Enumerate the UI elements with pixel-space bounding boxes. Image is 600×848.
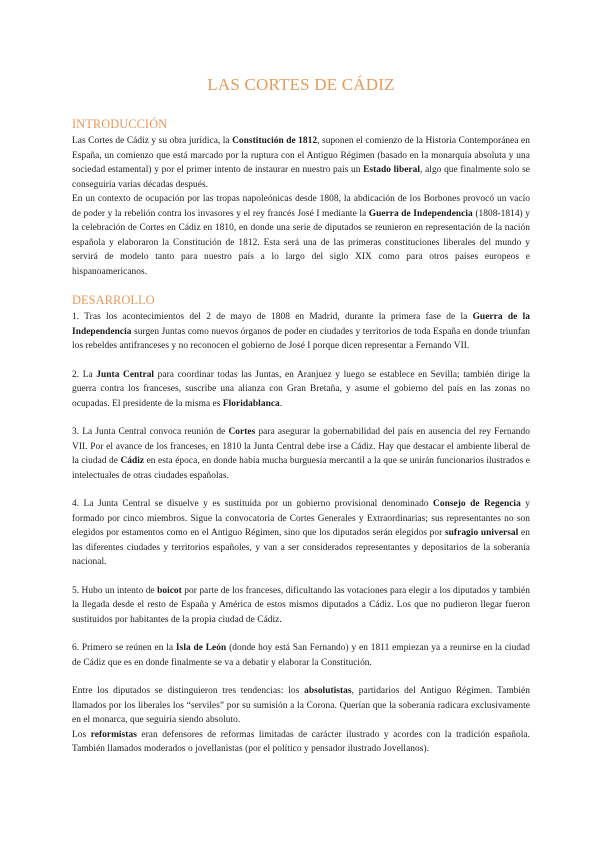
section-heading-desarrollo: DESARROLLO (72, 293, 155, 307)
intro-paragraph-1 (72, 134, 530, 192)
bold-term: Guerra de Independencia (368, 208, 473, 219)
intro-paragraph-2 (72, 192, 530, 279)
bold-term: Estado liberal (363, 165, 421, 175)
bold-term: sufragio universal (444, 528, 519, 538)
list-item (72, 641, 530, 670)
text-run: Las Cortes de Cádiz y su obra jurídica, la (72, 136, 233, 146)
bold-term: Constitución de 1812 (232, 136, 318, 146)
text-run: , suponen el comienzo de la Historia Contemporánea en España, un comienzo que está marcado por la ruptura con el Antiguo Régimen (basado en la monarquía absoluta y una sociedad estamental) y por el primer intento de instaurar en nuestro país un (72, 136, 530, 175)
text-run: Los (72, 729, 91, 740)
text-run: en las diferentes ciudades y territorios españoles, y van a ser considerados representantes y depositarios de la soberanía nacional. (72, 528, 530, 567)
bold-term: reformistas (90, 729, 137, 740)
bold-term: Junta Central (96, 369, 155, 380)
reformists-paragraph (72, 728, 530, 757)
text-run: en esta época, en donde había mucha burguesía mercantil a la que se unirán funcionarios ilustrados e intelectuales de otras ciudades españolas. (72, 456, 530, 481)
tendencies-paragraph (72, 684, 530, 728)
text-run: para coordinar todas las Juntas, en Aranjuez y luego se establece en Sevilla; también dirige la guerra contra los franceses, suscribe una alianza con Gran Bretaña, y asume el gobierno del país en las zonas no ocupadas. El presidente de la misma es (72, 369, 530, 409)
text-run: y formado por cinco miembros. Sigue la convocatoria de Cortes Generales y Extraordinarias; sus representantes no son elegidos por estamentos como en el Antiguo Régimen, sino que los diputados serán elegidos por (72, 499, 530, 538)
text-run: 4. La Junta Central se disuelve y es sustituida por un gobierno provisional denominado (72, 499, 434, 509)
text-run: , algo que finalmente solo se conseguiría varias décadas después. (72, 165, 530, 190)
text-run: (1808-1814) y la celebración de Cortes en Cádiz en 1810, en donde una serie de diputados se reunieron en representación de la nación española y elaboraron la Constitución de 1812. Esta será una de las primeras constituciones liberales del mundo y servirá de modelo tanto para nuestro país a lo largo del siglo XIX como para otros países europeos e hispanoamericanos. (72, 208, 530, 277)
bold-term: Cortes (228, 427, 256, 437)
list-item (72, 584, 530, 628)
text-run: En un contexto de ocupación por las tropas napoleónicas desde 1808, la abdicación de los Borbones provocó un vacío de poder y la rebelión contra los invasores y el rey francés José I mediante la (72, 194, 530, 219)
text-run: 6. Primero se reúnen en la (72, 643, 176, 653)
list-item (72, 310, 530, 354)
list-item (72, 368, 530, 412)
bold-term: Isla de León (175, 643, 227, 653)
bold-term: Consejo de Regencia (433, 499, 521, 509)
text-run: (donde hoy está San Fernando) y en 1811 empiezan ya a reunirse en la ciudad de Cádiz que es en donde finalmente se va a debatir y elaborar la Constitución. (72, 643, 530, 668)
bold-term: Cádiz (120, 456, 145, 466)
text-run: por parte de los franceses, dificultando las votaciones para elegir a los diputados y también la llegada desde el resto de España y América de estos mismos diputados a Cádiz. Los que no pudieron llegar fueron sustituidos por habitantes de la propia ciudad de Cádiz. (72, 585, 530, 625)
bold-term: Floridablanca (222, 398, 280, 409)
section-heading-introduccion: INTRODUCCIÓN (72, 117, 168, 131)
text-run: surgen Juntas como nuevos órganos de poder en ciudades y territorios de toda España en donde triunfan los rebeldes antifranceses y no reconocen el gobierno de José I porque dicen representar a Fernando VII. (72, 326, 530, 351)
text-run: 2. La (72, 369, 97, 380)
text-run: Entre los diputados se distinguieron tres tendencias: los (72, 686, 305, 696)
text-run: para asegurar la gobernabilidad del país en ausencia del rey Fernando VII. Por el avance de los franceses, en 1810 la Junta Central debe irse a Cádiz. Hay que destacar el ambiente liberal de la ciudad de (72, 427, 530, 466)
bold-term: boicot (157, 585, 182, 596)
text-run: , partidarios del Antiguo Régimen. También llamados por los liberales los “serviles” por su sumisión a la Corona. Querían que la soberanía radicara exclusivamente en el monarca, que seguiría siendo absoluto. (72, 686, 531, 725)
bold-term: Guerra de la Independencia (72, 312, 530, 337)
list-item (72, 425, 530, 483)
text-run: 3. La Junta Central convoca reunión de (72, 427, 229, 437)
list-item (72, 497, 530, 570)
text-run: eran defensores de reformas limitadas de carácter ilustrado y acordes con la tradición española. También llamados moderados o jovellanistas (por el político y pensador ilustrado Jovellanos). (72, 729, 530, 754)
bold-term: absolutistas (304, 686, 352, 696)
page-title: LAS CORTES DE CÁDIZ (207, 75, 395, 94)
text-run: 1. Tras los acontecimientos del 2 de mayo de 1808 en Madrid, durante la primera fase de la (72, 312, 473, 322)
text-run: . (279, 398, 283, 409)
text-run: 5. Hubo un intento de (72, 585, 158, 596)
